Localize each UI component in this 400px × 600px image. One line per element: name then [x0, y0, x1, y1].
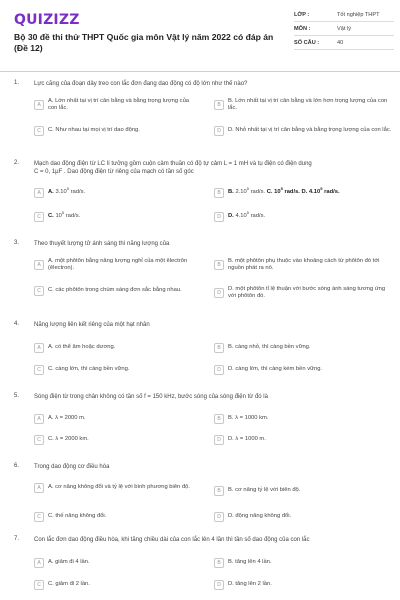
option-letter-box: C [34, 435, 44, 445]
question-text: Theo thuyết lượng tử ánh sáng thì năng lượng của [34, 241, 170, 247]
option-letter-box: B [214, 188, 224, 198]
option-a[interactable] [34, 343, 192, 353]
option-text: A. λ = 2000 m. [48, 415, 86, 422]
option-letter-box: D [214, 212, 224, 222]
option-c[interactable] [34, 580, 192, 590]
option-letter-box: A [34, 260, 44, 270]
option-d[interactable] [214, 286, 394, 301]
option-text [228, 210, 394, 220]
option-letter-box: B [214, 260, 224, 270]
option-letter-box: A [34, 558, 44, 568]
question-number: 1. [14, 80, 20, 86]
option-unit: rad/s. [250, 213, 266, 220]
option-letter-box: D [214, 435, 224, 445]
question-number: 5. [14, 393, 20, 399]
option-text: B. Lớn nhất tại vị trí cân bằng và lớn hơn trọng lượng của con lắc. [228, 98, 388, 112]
option-text: C. các phôtôn trong chùm sáng đơn sắc bằng nhau. [48, 287, 182, 294]
option-extra: D. 4.10 [301, 189, 321, 196]
option-c[interactable] [34, 435, 192, 445]
option-text: D. một phôtôn tỉ lệ thuận với bước sóng ánh sáng tương ứng với phôtôn đó. [228, 286, 386, 300]
option-c[interactable] [34, 286, 192, 296]
meta-table [294, 8, 394, 50]
question-number: 4. [14, 321, 20, 327]
option-text [228, 186, 394, 196]
option-d[interactable] [214, 580, 394, 590]
meta-row-count [294, 36, 394, 50]
option-b[interactable] [214, 486, 394, 496]
option-text: A. giảm đi 4 lần. [48, 559, 90, 566]
meta-value: 40 [337, 40, 344, 46]
option-b[interactable] [214, 188, 394, 198]
option-extra: C. 10 [266, 189, 281, 196]
option-unit: rad/s. [70, 189, 86, 196]
option-value: 3.10 [55, 189, 67, 196]
option-text: C. càng lớn, thì càng bền vững. [48, 366, 130, 373]
option-text: C. thế năng không đổi. [48, 513, 107, 520]
question-text [34, 160, 388, 176]
option-text: B. càng nhỏ, thì càng bền vững. [228, 344, 311, 351]
option-letter-box: C [34, 212, 44, 222]
option-text: A. cơ năng không đổi và tỷ lệ với bình phương biên độ. [48, 484, 190, 491]
option-text: D. tăng lên 2 lần. [228, 581, 272, 588]
option-letter-box: D [214, 288, 224, 298]
option-prefix: A. [48, 189, 54, 196]
option-text [48, 210, 192, 220]
question-number: 7. [14, 536, 20, 542]
option-b[interactable] [214, 343, 394, 353]
option-letter-box: D [214, 126, 224, 136]
question-text: Trong dao động cơ điều hòa [34, 464, 110, 470]
option-letter-box: A [34, 188, 44, 198]
option-unit: rad/s. [65, 213, 81, 220]
option-b[interactable] [214, 414, 394, 424]
option-b[interactable] [214, 258, 394, 273]
option-d[interactable] [214, 435, 394, 445]
question-number: 3. [14, 240, 20, 246]
question-text: Lực căng của đoạn dây treo con lắc đơn đang dao động có độ lớn như thế nào? [34, 81, 248, 87]
option-letter-box: D [214, 512, 224, 522]
option-letter-box: B [214, 100, 224, 110]
option-exponent: 5 [246, 186, 249, 192]
option-text: A. Lớn nhất tại vị trí cân bằng và bằng trọng lượng của con lắc. [48, 98, 190, 112]
option-letter-box: D [214, 365, 224, 375]
option-a[interactable] [34, 98, 192, 113]
option-text: C. Như nhau tại mọi vị trí dao động. [48, 127, 140, 134]
option-text: B. λ = 1000 km. [228, 415, 269, 422]
question-text: Năng lượng liên kết riêng của một hạt nhân [34, 322, 150, 328]
question-number: 2. [14, 160, 20, 166]
option-d[interactable] [214, 512, 394, 522]
question-text: Con lắc đơn dao động điều hòa, khi tăng chiều dài của con lắc lên 4 lần thì tần số dao động của con lắc [34, 537, 310, 543]
option-a[interactable] [34, 483, 192, 493]
option-letter-box: C [34, 365, 44, 375]
meta-value: Vật lý [337, 26, 351, 32]
option-text: C. giảm đi 2 lần. [48, 581, 90, 588]
option-a[interactable] [34, 414, 192, 424]
option-letter-box: A [34, 414, 44, 424]
option-letter-box: A [34, 483, 44, 493]
question-6 [14, 463, 392, 527]
option-b[interactable] [214, 558, 394, 568]
option-text: A. có thể âm hoặc dương. [48, 344, 116, 351]
option-d[interactable] [214, 212, 394, 222]
question-text-line: Mạch dao động điện từ LC lí tưởng gồm cuộn cảm thuần có độ tự cảm L = 1 mH và tụ điện có điện dung [34, 161, 312, 167]
question-7 [14, 536, 392, 598]
option-unit: rad/s. [284, 189, 300, 196]
option-value: 10 [55, 213, 62, 220]
option-text: C. λ = 2000 km. [48, 436, 89, 443]
option-unit: rad/s. [324, 189, 340, 196]
option-text: B. cơ năng tỷ lệ với biên độ. [228, 487, 301, 494]
option-exponent: 5 [280, 186, 283, 192]
option-prefix: B. [228, 189, 234, 196]
option-b[interactable] [214, 98, 394, 113]
option-letter-box: D [214, 580, 224, 590]
option-letter-box: A [34, 100, 44, 110]
option-letter-box: B [214, 414, 224, 424]
meta-value: Tốt nghiệp THPT [337, 12, 380, 18]
option-value: 4.10 [235, 213, 247, 220]
question-text: Sóng điện từ trong chân không có tần số f = 150 kHz, bước sóng của sóng điện từ đó là [34, 394, 268, 400]
question-number: 6. [14, 463, 20, 469]
option-exponent: 5 [320, 186, 323, 192]
option-letter-box: C [34, 126, 44, 136]
option-text: D. động năng không đổi. [228, 513, 292, 520]
option-text: D. Nhỏ nhất tại vị trí cân bằng và bằng trọng lượng của con lắc. [228, 127, 392, 134]
option-c[interactable] [34, 126, 192, 136]
option-exponent: 5 [66, 186, 69, 192]
option-letter-box: C [34, 286, 44, 296]
option-letter-box: C [34, 512, 44, 522]
option-unit: rad/s. [250, 189, 266, 196]
option-text: D. càng lớn, thì càng kém bền vững. [228, 366, 323, 373]
question-2 [14, 160, 392, 232]
option-exponent: 5 [61, 210, 65, 216]
meta-label: LỚP : [294, 12, 310, 18]
option-text [48, 186, 192, 196]
option-a[interactable] [34, 188, 192, 198]
option-text: B. một phôtôn phụ thuộc vào khoảng cách từ phôtôn đó tới nguồn phát ra nó. [228, 258, 380, 272]
option-text: B. tăng lên 4 lần. [228, 559, 272, 566]
question-3 [14, 240, 392, 312]
meta-row-class [294, 8, 394, 22]
option-letter-box: B [214, 486, 224, 496]
option-c[interactable] [34, 365, 192, 375]
option-letter-box: A [34, 343, 44, 353]
question-1 [14, 80, 392, 148]
option-d[interactable] [214, 126, 394, 136]
meta-row-subject [294, 22, 394, 36]
option-a[interactable] [34, 558, 192, 568]
option-exponent: 5 [246, 210, 249, 216]
page-title: Bộ 30 đề thi thử THPT Quốc gia môn Vật lý năm 2022 có đáp án (Đề 12) [14, 32, 274, 53]
question-text-line: C = 0, 1μF . Dao động điện từ riêng của mạch có tần số góc [34, 169, 194, 175]
option-a[interactable] [34, 258, 192, 273]
option-value: 2.10 [235, 189, 247, 196]
option-text: D. λ = 1000 m. [228, 436, 266, 443]
option-c[interactable] [34, 212, 192, 222]
option-letter-box: B [214, 343, 224, 353]
quizizz-logo: QUIZIZZ [14, 12, 80, 28]
option-letter-box: C [34, 580, 44, 590]
option-letter-box: B [214, 558, 224, 568]
page-header [0, 0, 400, 72]
meta-label: SỐ CÂU : [294, 40, 320, 46]
option-d[interactable] [214, 365, 394, 375]
option-prefix: D. [228, 213, 234, 220]
question-5 [14, 393, 392, 457]
question-4 [14, 321, 392, 385]
meta-label: MÔN : [294, 26, 311, 32]
option-prefix: C. [48, 213, 54, 220]
option-text: A. một phôtôn bằng năng lượng nghỉ của một êlectrôn (êlectron). [48, 258, 188, 272]
option-c[interactable] [34, 512, 192, 522]
